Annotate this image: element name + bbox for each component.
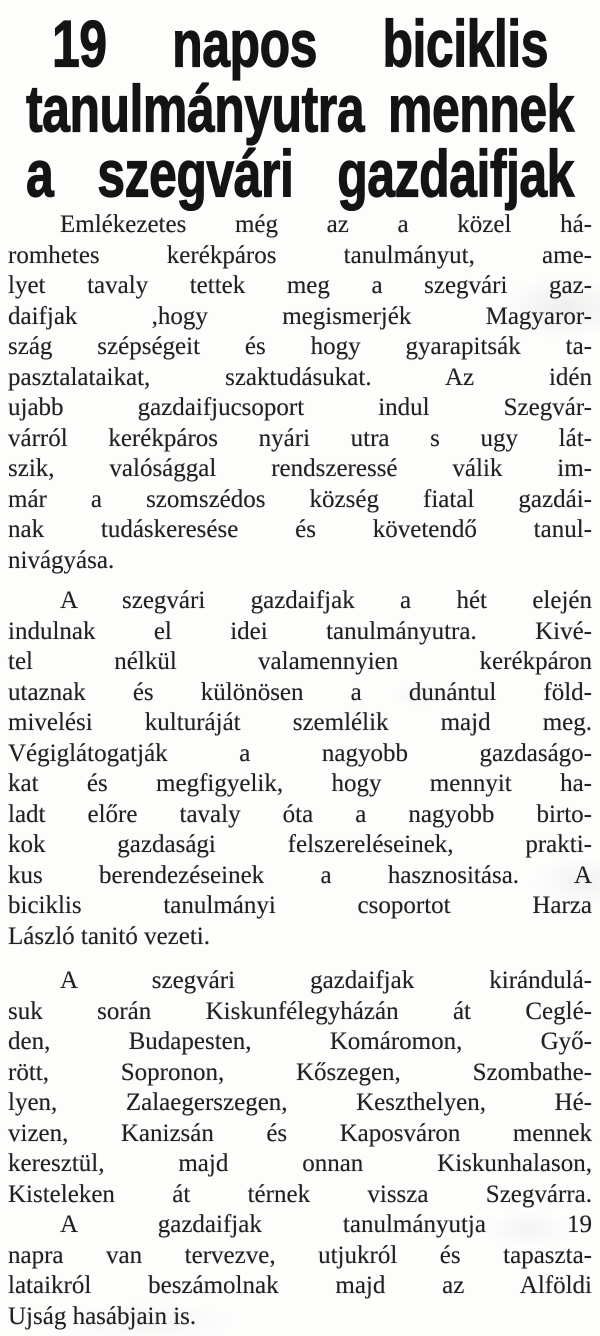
text-line: A szegvári gazdaifjak a hét elején xyxy=(60,587,592,614)
text-line: várról kerékpáros nyári utra s ugy lát- xyxy=(8,424,592,452)
text-line: már a szomszédos község fiatal gazdái- xyxy=(8,485,592,513)
headline xyxy=(0,0,600,211)
text-line: ladt előre tavaly óta a nagyobb birto- xyxy=(8,800,592,828)
paragraph xyxy=(8,966,592,1210)
text-line: tel nélkül valamennyien kerékpáron xyxy=(8,648,592,675)
headline-line: 19 napos biciklis xyxy=(52,6,548,81)
text-line: Ujság hasábjain is. xyxy=(8,1302,197,1330)
text-line: lataikról beszámolnak majd az Alföldi xyxy=(8,1272,592,1299)
text-line: lyet tavaly tettek meg a szegvári gaz- xyxy=(8,272,592,299)
text-line: Emlékezetes még az a közel há- xyxy=(60,211,592,238)
text-line: biciklis tanulmányi csoportot Harza xyxy=(8,892,592,919)
text-line: keresztül, majd onnan Kiskunhalason, xyxy=(8,1150,592,1177)
text-line: romhetes kerékpáros tanulmányut, ame- xyxy=(8,241,592,269)
paragraph xyxy=(8,1210,592,1332)
headline-line: tanulmányutra mennek xyxy=(26,71,574,146)
text-line: utaznak és különösen a dunántul föld- xyxy=(8,678,592,706)
text-line: Kisteleken át térnek vissza Szegvárra. xyxy=(8,1180,592,1208)
text-line: daifjak ,hogy megismerjék Magyaror- xyxy=(8,302,592,330)
text-line: nivágyása. xyxy=(8,546,115,574)
text-line: indulnak el idei tanulmányutra. Kivé- xyxy=(8,617,592,645)
text-line: vizen, Kanizsán és Kaposváron mennek xyxy=(8,1119,592,1147)
article-body xyxy=(0,207,600,1332)
text-line: lyen, Zalaegerszegen, Keszthelyen, Hé- xyxy=(8,1089,592,1116)
text-line: szág szépségeit és hogy gyarapitsák ta- xyxy=(8,333,592,360)
text-line: Végiglátogatják a nagyobb gazdaságo- xyxy=(8,739,592,767)
text-line: A gazdaifjak tanulmányutja 19 xyxy=(60,1211,592,1238)
text-line: pasztalataikat, szaktudásukat. Az idén xyxy=(8,363,592,391)
text-line: den, Budapesten, Komáromon, Győ- xyxy=(8,1028,592,1055)
text-line: nak tudáskeresése és követendő tanul- xyxy=(8,516,592,543)
text-line: kok gazdasági felszereléseinek, prakti- xyxy=(8,831,592,858)
paragraph xyxy=(8,586,592,952)
text-line: napra van tervezve, utjukról és tapaszta- xyxy=(8,1241,592,1269)
text-line: szik, valósággal rendszeressé válik im- xyxy=(8,455,592,482)
text-line: rött, Sopronon, Kőszegen, Szombathe- xyxy=(8,1058,592,1086)
text-line: László tanitó vezeti. xyxy=(8,922,211,950)
text-line: suk során Kiskunfélegyházán át Ceglé- xyxy=(8,997,592,1025)
paragraph xyxy=(8,210,592,576)
text-line: kat és megfigyelik, hogy mennyit ha- xyxy=(8,770,592,797)
headline-line: a szegvári gazdaifjak xyxy=(26,136,574,211)
text-line: A szegvári gazdaifjak kirándulá- xyxy=(60,967,592,994)
text-line: ujabb gazdaifjucsoport indul Szegvár- xyxy=(8,394,592,421)
text-line: kus berendezéseinek a hasznositása. A xyxy=(8,861,592,889)
text-line: mivelési kulturáját szemlélik majd meg. xyxy=(8,709,592,736)
